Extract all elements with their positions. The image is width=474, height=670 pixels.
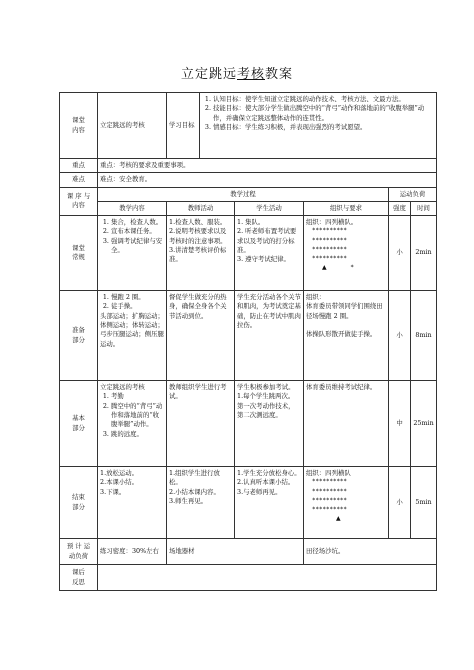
star-row: **********	[312, 479, 347, 486]
practice-density: 练习密度：30%左右	[98, 539, 167, 565]
star-row: **********	[312, 256, 347, 263]
row-teacher: 督促学生做充分的热身，确保全身各个关节活动到位。	[167, 291, 235, 381]
row-time: 25min	[411, 381, 437, 467]
content-head: 立定跳远的考核	[100, 383, 145, 392]
key-point-label: 重点	[60, 159, 98, 173]
row-organization	[304, 216, 389, 291]
row-teacher: 1.检查人数、服装。 2.说明考核要求以及考核时的注意事项。 3.讲清楚考核评价标准。	[167, 216, 235, 291]
row-intensity: 小	[389, 291, 411, 381]
star-row: **********	[312, 237, 347, 244]
content-extra: 头部运动；扩胸运动；体侧运动；体转运动；弓步压腿运动；侧压腿运动。	[100, 311, 164, 348]
col-student: 学生活动	[235, 201, 304, 215]
row-student: 学生充分活动各个关节和肌肉，为考试奠定基础，防止在考试中肌肉拉伤。	[235, 291, 304, 381]
col-teacher: 教师活动	[167, 201, 235, 215]
row-organization: 组织： 体育委员带领同学们围绕田径场慢跑 2 圈。 体操队形散开做徒手操。	[304, 291, 389, 381]
row-time: 5min	[411, 467, 437, 539]
teacher-marker-icon: ▲	[336, 515, 341, 523]
student-marker: *	[350, 264, 354, 272]
content-item: 3. 强调考试纪律与安全。	[111, 237, 164, 256]
load-label: 运动负荷	[389, 187, 437, 201]
star-row: **********	[312, 246, 347, 253]
row-student: 学生积极参加考试。 1.每个学生跳两次。 第一次考动作技术， 第二次测远度。	[235, 381, 304, 467]
order-label: 课 序 与 内容	[60, 187, 98, 216]
title-prefix: 立定跳远	[180, 67, 237, 82]
content-item: 2. 徒手操。	[111, 302, 164, 311]
venue-value: 田径场沙坑。	[304, 539, 437, 565]
row-content	[98, 381, 167, 467]
equipment-label: 场地器材	[167, 539, 304, 565]
content-item: 2. 宣布本课任务。	[111, 227, 164, 236]
goals-cell	[200, 93, 437, 159]
row-intensity: 小	[389, 216, 411, 291]
star-row: **********	[312, 507, 347, 514]
row-label: 结束 部分	[60, 467, 98, 539]
content-item: 1. 考勤	[111, 392, 164, 401]
row-content: 1.放松运动。 2.本课小结。 3.下课。	[98, 467, 167, 539]
content-item: 2. 腾空中的“背弓”动作和落地前的“收腹举腿”动作。	[111, 402, 164, 430]
row-label: 准备 部分	[60, 291, 98, 381]
col-content: 教学内容	[98, 201, 167, 215]
row-label: 课堂 常规	[60, 216, 98, 291]
difficulty-value: 难点：安全教育。	[98, 173, 437, 187]
goal-item: 1. 认知目标：使学生知道立定跳远的动作技术、考核方法、文最方法。	[213, 95, 434, 104]
content-item: 3. 跳的远度。	[111, 430, 164, 439]
star-row: **********	[312, 497, 347, 504]
row-intensity: 小	[389, 467, 411, 539]
row-student: 1.学生充分放松身心。 2.认真听本课小结。 3.与老师再见。	[235, 467, 304, 539]
row-organization: 体育委员维持考试纪律。	[304, 381, 389, 467]
row-content	[98, 291, 167, 381]
goal-item: 3. 情感目标：学生练习积极，并表现出强烈的考试愿望。	[213, 123, 434, 132]
title-underlined: 考核	[236, 67, 265, 82]
title-suffix: 教案	[265, 67, 294, 82]
star-row: **********	[312, 488, 347, 495]
star-row: **********	[312, 228, 347, 235]
row-content	[98, 216, 167, 291]
footer-label: 预 计 运 动负荷	[60, 539, 98, 565]
row-label: 基本 部分	[60, 381, 98, 467]
org-text: 组织：四列横队	[306, 469, 351, 478]
row-teacher: 教师组织学生进行考试。	[167, 381, 235, 467]
content-value: 立定跳远的考核	[98, 93, 167, 159]
process-label: 教学过程	[98, 187, 389, 201]
page-title	[0, 63, 474, 82]
org-text: 组织：四列横队。	[306, 218, 358, 227]
row-student: 1. 集队。 2. 听老师布置考试要求以及考试的打分标准。 3. 遵守考试纪律。	[235, 216, 304, 291]
row-teacher: 1.组织学生进行放松。 2.小结本课内容。 3.师生再见。	[167, 467, 235, 539]
formation-stars	[306, 478, 386, 515]
goals-label: 学习目标	[167, 93, 200, 159]
row-organization	[304, 467, 389, 539]
lesson-plan-table	[59, 92, 437, 591]
reflection-label: 课后 反思	[60, 565, 98, 591]
content-item: 1. 慢跑 2 圈。	[111, 293, 164, 302]
reflection-value	[98, 565, 437, 591]
row-time: 2min	[411, 216, 437, 291]
col-time: 时间	[411, 201, 437, 215]
formation-stars	[306, 227, 386, 264]
row-intensity: 中	[389, 381, 411, 467]
teacher-marker-icon: ▲	[322, 264, 327, 272]
key-point-value: 重点：考核的要求及重要事项。	[98, 159, 437, 173]
col-intensity: 强度	[389, 201, 411, 215]
col-organization: 组织与要求	[304, 201, 389, 215]
row-time: 8min	[411, 291, 437, 381]
content-item: 1. 集合，检查人数。	[111, 218, 164, 227]
difficulty-label: 难点	[60, 173, 98, 187]
goal-item: 2. 技能目标：使大部分学生做出腾空中的“背弓”动作和落地前的“收腹举腿”动作，并确保立定跳远整体动作的连贯性。	[213, 104, 434, 123]
content-label: 课堂 内容	[60, 93, 98, 159]
